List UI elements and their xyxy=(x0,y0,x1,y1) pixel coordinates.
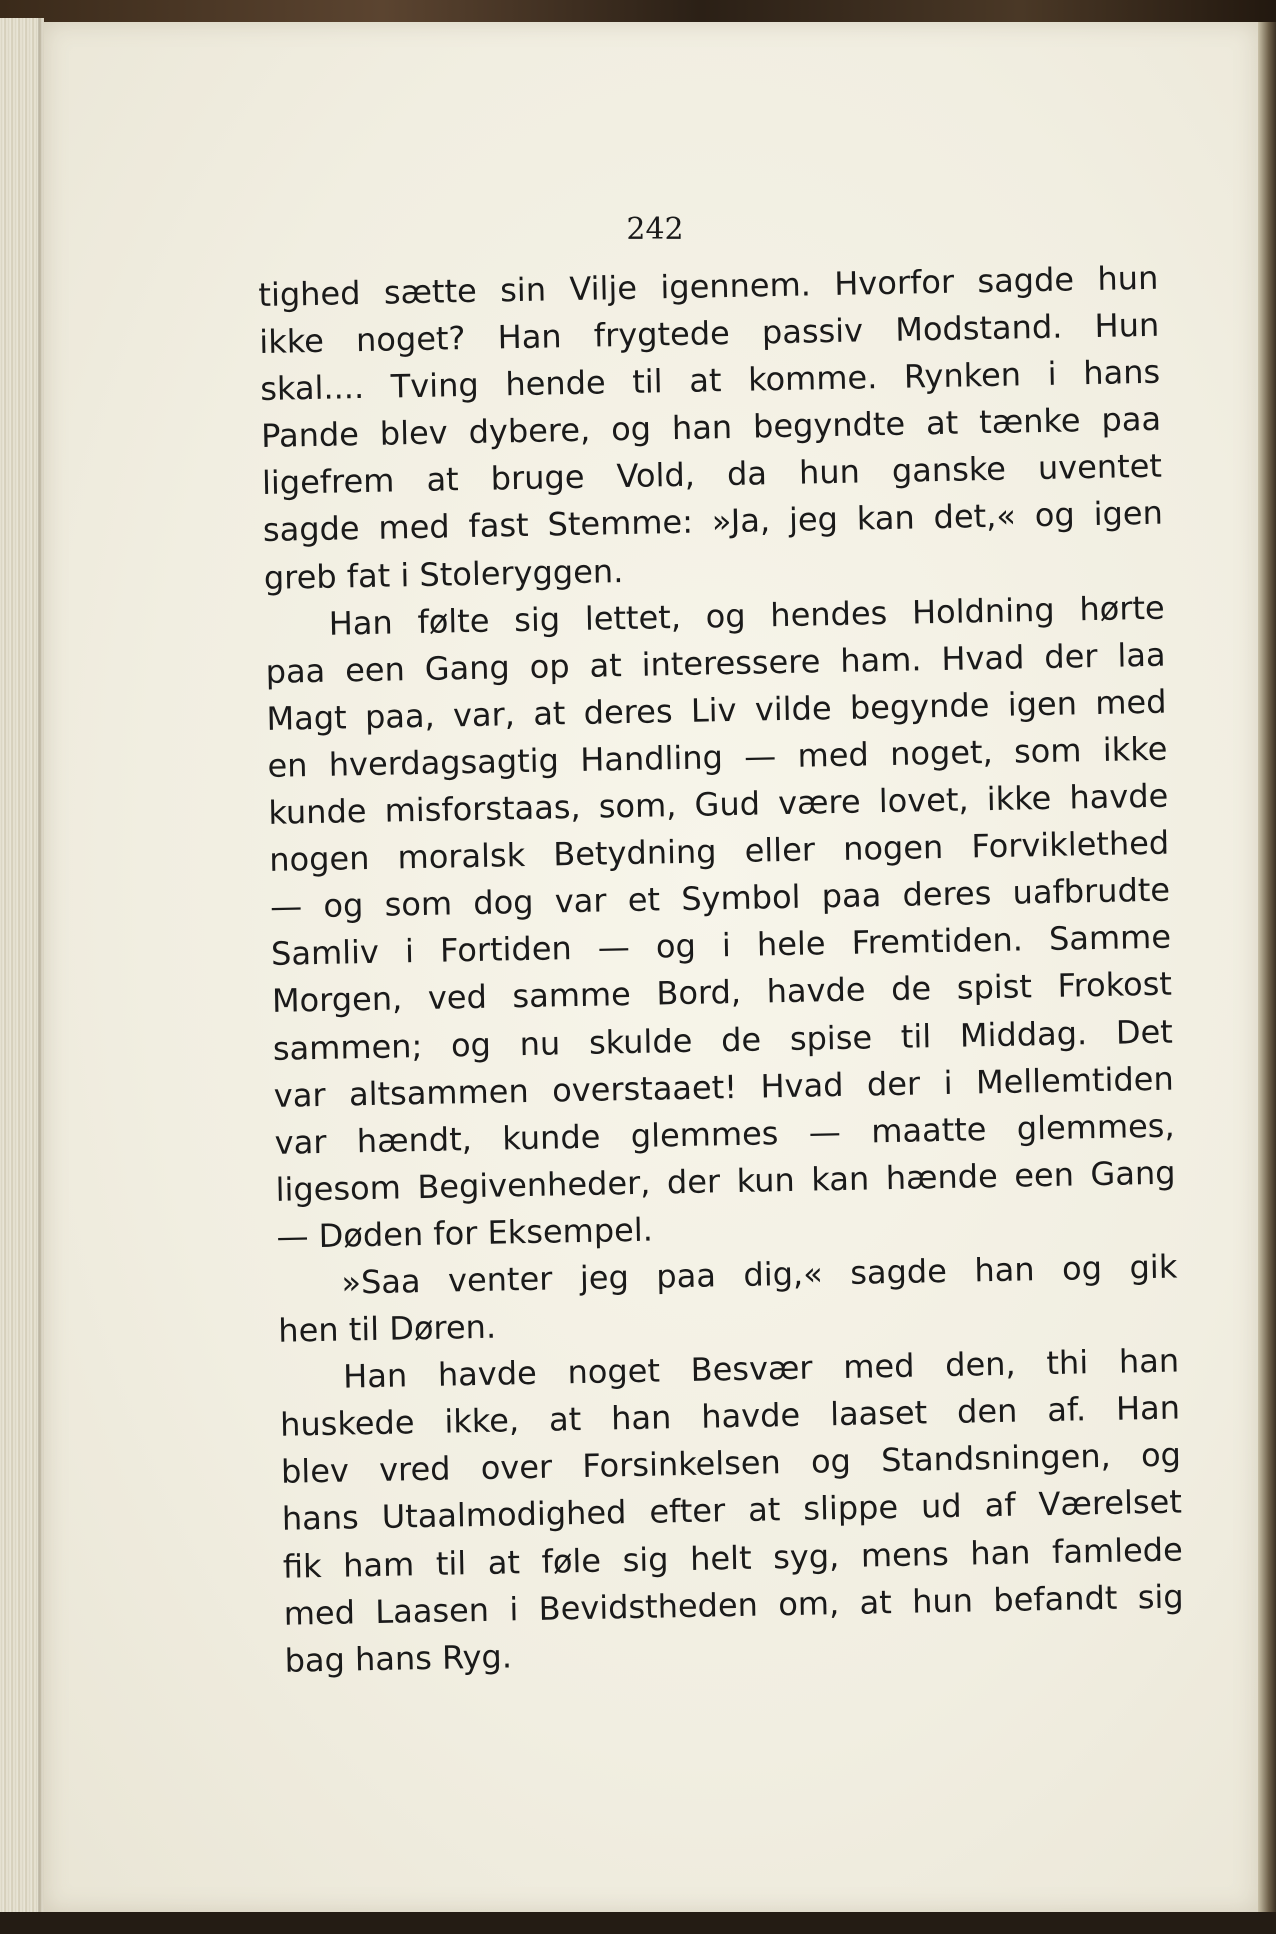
text-line: Pande blev dybere, og han begyndte at tænke paa xyxy=(260,399,1162,456)
text-line: paa een Gang op at interessere ham. Hvad der laa xyxy=(265,635,1166,691)
text-line: ikke noget? Han frygtede passiv Modstand. Hun xyxy=(258,305,1160,362)
text-line: Samliv i Fortiden — og i hele Fremtiden. Samme xyxy=(270,917,1172,974)
text-line: var altsammen overstaaet! Hvad der i Mellemtiden xyxy=(273,1059,1175,1115)
text-line: Magt paa, var, at deres Liv vilde begynde igen med xyxy=(266,682,1167,738)
text-line: hans Utaalmodighed efter at slippe ud af Værelset xyxy=(281,1482,1183,1539)
text-line: fik ham til at føle sig helt syg, mens han famlede xyxy=(282,1530,1184,1586)
text-line: sagde med fast Stemme: »Ja, jeg kan det,« og igen xyxy=(262,494,1164,550)
text-line: med Laasen i Bevidstheden om, at hun befandt sig xyxy=(283,1577,1184,1633)
text-line: en hverdagsagtig Handling — med noget, som ikke xyxy=(267,729,1168,785)
book-cover-bottom-edge xyxy=(0,1912,1276,1934)
text-line: Morgen, ved samme Bord, havde de spist Frokost xyxy=(271,964,1173,1021)
text-line: ligesom Begivenheder, der kun kan hænde een Gang xyxy=(275,1153,1176,1209)
text-line: bag hans Ryg. xyxy=(284,1637,513,1680)
page-number: 242 xyxy=(626,212,684,247)
text-line: ligefrem at bruge Vold, da hun ganske uventet xyxy=(261,447,1163,503)
paragraph-start-line: »Saa venter jeg paa dig,« sagde han og gik xyxy=(341,1247,1178,1302)
text-line: greb fat i Stoleryggen. xyxy=(263,551,624,597)
text-line: — og som dog var et Symbol paa deres uafbrudte xyxy=(269,870,1171,927)
text-line: huskede ikke, at han havde laaset den af. Han xyxy=(279,1388,1181,1445)
paragraph-start-line: Han følte sig lettet, og hendes Holdning hørte xyxy=(328,588,1165,643)
text-line: hen til Døren. xyxy=(277,1307,497,1350)
text-line: nogen moralsk Betydning eller nogen Forviklethed xyxy=(268,823,1170,880)
text-line: — Døden for Eksempel. xyxy=(276,1210,654,1256)
text-line: blev vred over Forsinkelsen og Standsningen, og xyxy=(280,1435,1182,1492)
text-line: kunde misforstaas, som, Gud være lovet, ikke havde xyxy=(268,776,1169,832)
page-stack-edge xyxy=(0,18,44,1918)
text-line: tighed sætte sin Vilje igennem. Hvorfor sagde hun xyxy=(258,258,1159,314)
paragraph-start-line: Han havde noget Besvær med den, thi han xyxy=(342,1341,1180,1396)
body-text xyxy=(258,255,1185,1685)
text-line: var hændt, kunde glemmes — maatte glemmes, xyxy=(274,1106,1175,1162)
text-line: sammen; og nu skulde de spise til Middag. Det xyxy=(272,1012,1174,1068)
text-line: skal.... Tving hende til at komme. Rynken i hans xyxy=(259,352,1161,409)
book-spine-shadow xyxy=(1258,22,1276,1912)
